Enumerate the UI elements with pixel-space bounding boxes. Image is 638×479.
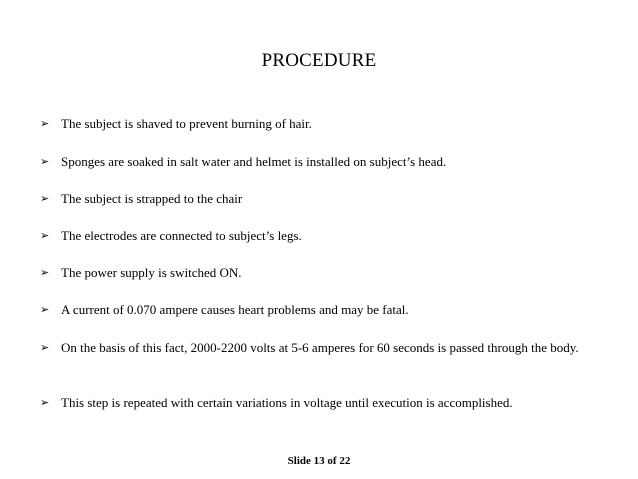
bullet-text: The subject is strapped to the chair [61,191,243,206]
bullet-text: On the basis of this fact, 2000-2200 volts at 5-6 amperes for 60 seconds is passed through the body. [61,340,579,355]
bullet-text: The power supply is switched ON. [61,265,242,280]
arrow-bullet-icon: ➢ [40,229,50,242]
bullet-item [40,153,610,171]
bullet-item [40,394,610,412]
arrow-bullet-icon: ➢ [40,341,50,354]
arrow-bullet-icon: ➢ [40,117,50,130]
bullet-item [40,190,610,208]
arrow-bullet-icon: ➢ [40,192,50,205]
bullet-text: The electrodes are connected to subject’s legs. [61,228,302,243]
bullet-text: Sponges are soaked in salt water and helmet is installed on subject’s head. [61,154,447,169]
bullet-item [40,264,610,282]
arrow-bullet-icon: ➢ [40,155,50,168]
slide-title: PROCEDURE [261,50,377,71]
bullet-item [40,115,610,133]
bullet-item [40,227,610,245]
bullet-text: This step is repeated with certain variations in voltage until execution is accomplished. [61,395,513,410]
arrow-bullet-icon: ➢ [40,396,50,409]
bullet-text: The subject is shaved to prevent burning of hair. [61,116,312,131]
bullet-item [40,301,610,319]
arrow-bullet-icon: ➢ [40,266,50,279]
slide-number: Slide 13 of 22 [287,455,351,467]
arrow-bullet-icon: ➢ [40,303,50,316]
bullet-item [40,339,610,357]
bullet-text: A current of 0.070 ampere causes heart problems and may be fatal. [61,302,409,317]
